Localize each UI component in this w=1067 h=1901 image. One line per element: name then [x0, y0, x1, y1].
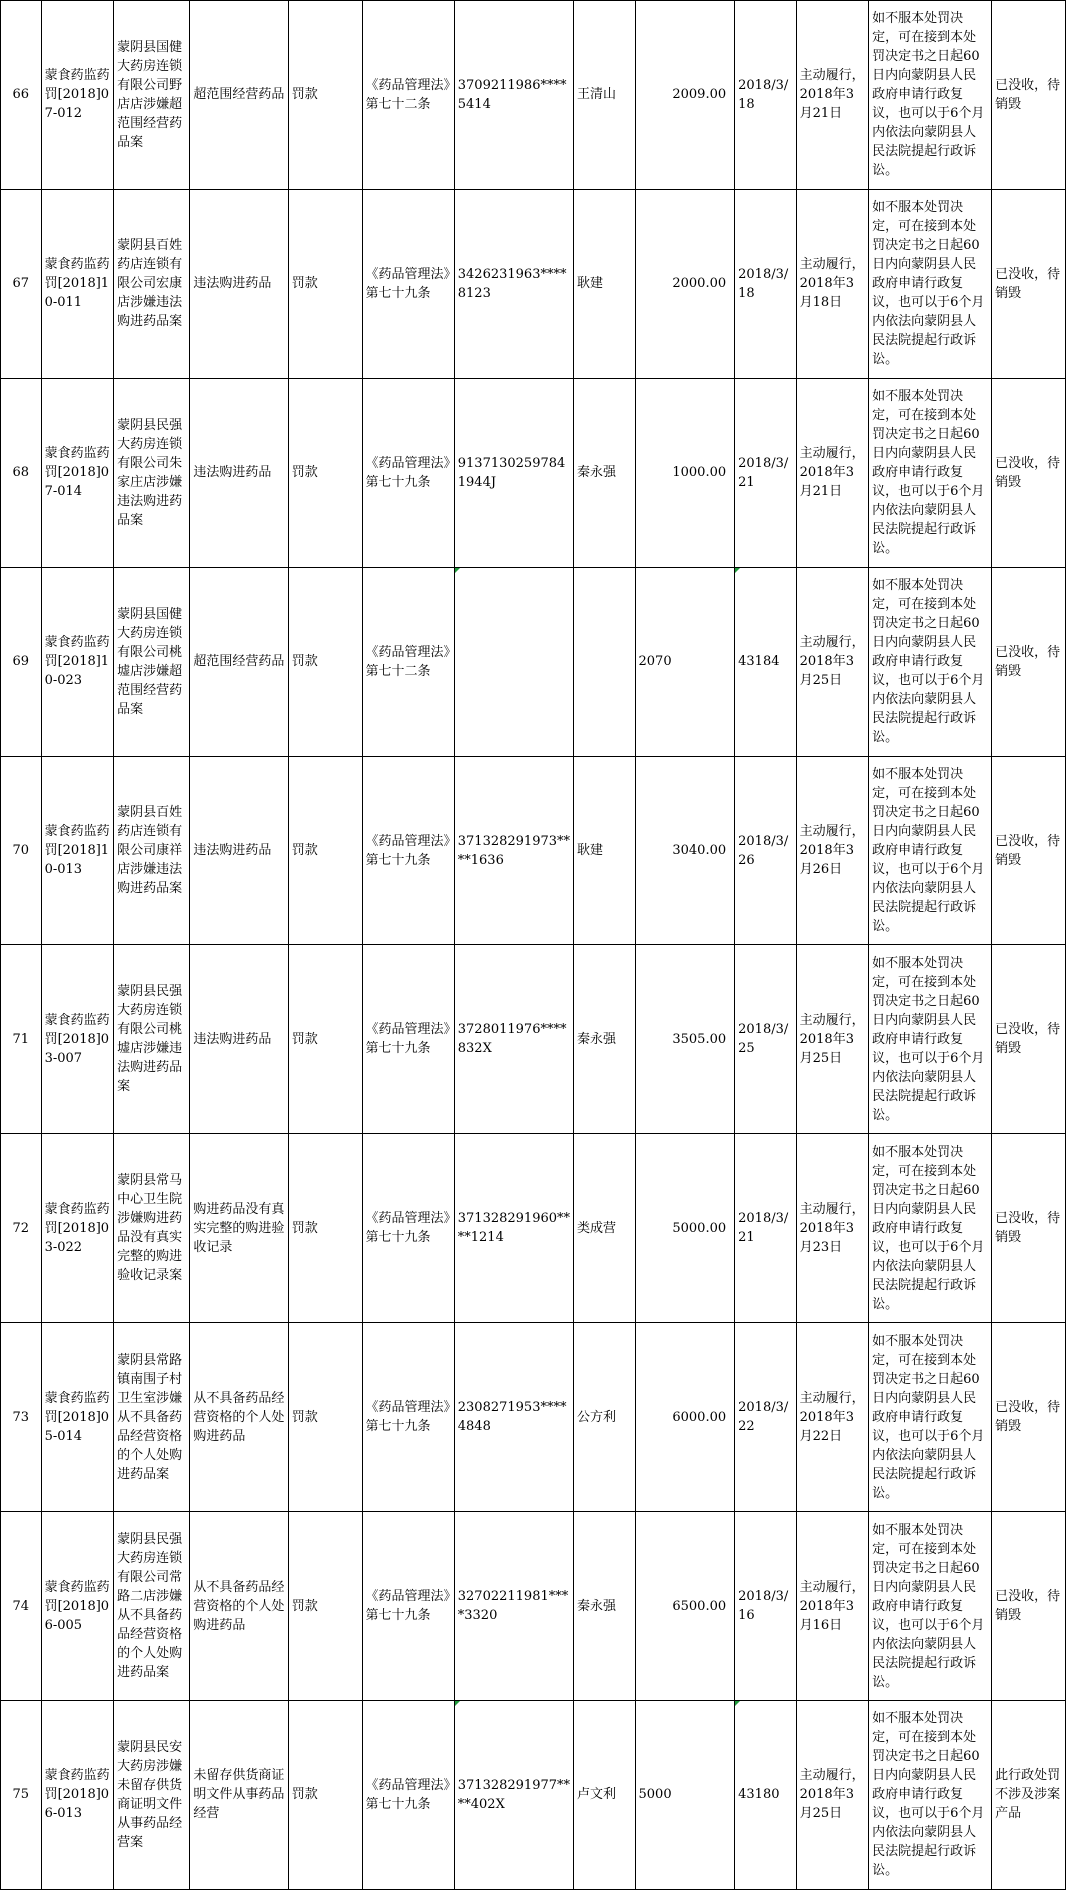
- performance-status: 主动履行，2018年3月25日: [796, 945, 869, 1134]
- row-number: 74: [1, 1512, 42, 1701]
- violation: 违法购进药品: [190, 756, 288, 945]
- case-name: 蒙阴县民安大药房涉嫌未留存供货商证明文件从事药品经营案: [114, 1701, 190, 1890]
- case-name: 蒙阴县常马中心卫生院涉嫌购进药品没有真实完整的购进验收记录案: [114, 1134, 190, 1323]
- violation: 违法购进药品: [190, 378, 288, 567]
- table-row: [1, 1323, 1066, 1512]
- id-number: 371328291973****1636: [454, 756, 573, 945]
- case-number: 蒙食药监药罚[2018]10-013: [41, 756, 114, 945]
- performance-status: 主动履行，2018年3月16日: [796, 1512, 869, 1701]
- table-row: [1, 378, 1066, 567]
- case-name: 蒙阴县民强大药房连锁有限公司桃墟店涉嫌违法购进药品案: [114, 945, 190, 1134]
- penalty-type: 罚款: [288, 945, 362, 1134]
- decision-date: 2018/3/26: [735, 756, 796, 945]
- case-number: 蒙食药监药罚[2018]03-022: [41, 1134, 114, 1323]
- decision-date: 2018/3/22: [735, 1323, 796, 1512]
- violation: 超范围经营药品: [190, 1, 288, 190]
- case-name: 蒙阴县民强大药房连锁有限公司朱家庄店涉嫌违法购进药品案: [114, 378, 190, 567]
- decision-date: 43184: [735, 567, 796, 756]
- performance-status: 主动履行，2018年3月18日: [796, 189, 869, 378]
- legal-person: 秦永强: [574, 1512, 635, 1701]
- case-name: 蒙阴县百姓药店连锁有限公司康祥店涉嫌违法购进药品案: [114, 756, 190, 945]
- penalty-type: 罚款: [288, 756, 362, 945]
- decision-date: 2018/3/25: [735, 945, 796, 1134]
- performance-status: 主动履行，2018年3月25日: [796, 1701, 869, 1890]
- remark: 已没收，待销毁: [992, 189, 1066, 378]
- remedy-notice: 如不服本处罚决定，可在接到本处罚决定书之日起60日内向蒙阴县人民政府申请行政复议，也可以于6个月内依法向蒙阴县人民法院提起行政诉讼。: [869, 1, 992, 190]
- fine-amount: 3505.00: [635, 945, 735, 1134]
- violation: 购进药品没有真实完整的购进验收记录: [190, 1134, 288, 1323]
- row-number: 66: [1, 1, 42, 190]
- legal-basis: 《药品管理法》第七十九条: [362, 1134, 454, 1323]
- case-name: 蒙阴县百姓药店连锁有限公司宏康店涉嫌违法购进药品案: [114, 189, 190, 378]
- performance-status: 主动履行，2018年3月26日: [796, 756, 869, 945]
- performance-status: 主动履行，2018年3月23日: [796, 1134, 869, 1323]
- legal-basis: 《药品管理法》第七十九条: [362, 1701, 454, 1890]
- remedy-notice: 如不服本处罚决定，可在接到本处罚决定书之日起60日内向蒙阴县人民政府申请行政复议，也可以于6个月内依法向蒙阴县人民法院提起行政诉讼。: [869, 1323, 992, 1512]
- remedy-notice: 如不服本处罚决定，可在接到本处罚决定书之日起60日内向蒙阴县人民政府申请行政复议，也可以于6个月内依法向蒙阴县人民法院提起行政诉讼。: [869, 756, 992, 945]
- remark: 此行政处罚不涉及涉案产品: [992, 1701, 1066, 1890]
- performance-status: 主动履行，2018年3月22日: [796, 1323, 869, 1512]
- legal-person: 卢文利: [574, 1701, 635, 1890]
- table-row: [1, 1512, 1066, 1701]
- legal-person: 秦永强: [574, 945, 635, 1134]
- legal-basis: 《药品管理法》第七十九条: [362, 945, 454, 1134]
- table-row: [1, 1701, 1066, 1890]
- id-number: 371328291977****402X: [454, 1701, 573, 1890]
- table-row: [1, 1134, 1066, 1323]
- legal-person: 秦永强: [574, 378, 635, 567]
- table-row: [1, 567, 1066, 756]
- table-row: [1, 1, 1066, 190]
- table-row: [1, 945, 1066, 1134]
- legal-person: 类成营: [574, 1134, 635, 1323]
- remedy-notice: 如不服本处罚决定，可在接到本处罚决定书之日起60日内向蒙阴县人民政府申请行政复议，也可以于6个月内依法向蒙阴县人民法院提起行政诉讼。: [869, 567, 992, 756]
- legal-basis: 《药品管理法》第七十九条: [362, 756, 454, 945]
- table-row: [1, 189, 1066, 378]
- performance-status: 主动履行，2018年3月21日: [796, 1, 869, 190]
- decision-date: 2018/3/18: [735, 189, 796, 378]
- case-number: 蒙食药监药罚[2018]07-012: [41, 1, 114, 190]
- legal-person: [574, 567, 635, 756]
- fine-amount: 5000: [635, 1701, 735, 1890]
- table-body: [1, 1, 1066, 1890]
- decision-date: 2018/3/18: [735, 1, 796, 190]
- violation: 超范围经营药品: [190, 567, 288, 756]
- row-number: 70: [1, 756, 42, 945]
- fine-amount: 2070: [635, 567, 735, 756]
- id-number: 2308271953****4848: [454, 1323, 573, 1512]
- penalty-type: 罚款: [288, 1323, 362, 1512]
- row-number: 69: [1, 567, 42, 756]
- violation: 违法购进药品: [190, 945, 288, 1134]
- legal-basis: 《药品管理法》第七十九条: [362, 378, 454, 567]
- violation: 违法购进药品: [190, 189, 288, 378]
- remark: 已没收，待销毁: [992, 1323, 1066, 1512]
- id-number: 3728011976****832X: [454, 945, 573, 1134]
- violation: 从不具备药品经营资格的个人处购进药品: [190, 1512, 288, 1701]
- fine-amount: 2009.00: [635, 1, 735, 190]
- remedy-notice: 如不服本处罚决定，可在接到本处罚决定书之日起60日内向蒙阴县人民政府申请行政复议，也可以于6个月内依法向蒙阴县人民法院提起行政诉讼。: [869, 378, 992, 567]
- fine-amount: 1000.00: [635, 378, 735, 567]
- penalty-type: 罚款: [288, 378, 362, 567]
- legal-person: 耿建: [574, 756, 635, 945]
- case-number: 蒙食药监药罚[2018]03-007: [41, 945, 114, 1134]
- remedy-notice: 如不服本处罚决定，可在接到本处罚决定书之日起60日内向蒙阴县人民政府申请行政复议，也可以于6个月内依法向蒙阴县人民法院提起行政诉讼。: [869, 1512, 992, 1701]
- remedy-notice: 如不服本处罚决定，可在接到本处罚决定书之日起60日内向蒙阴县人民政府申请行政复议，也可以于6个月内依法向蒙阴县人民法院提起行政诉讼。: [869, 1701, 992, 1890]
- legal-basis: 《药品管理法》第七十二条: [362, 567, 454, 756]
- fine-amount: 3040.00: [635, 756, 735, 945]
- legal-basis: 《药品管理法》第七十九条: [362, 189, 454, 378]
- penalty-type: 罚款: [288, 1512, 362, 1701]
- id-number: 91371302597841944J: [454, 378, 573, 567]
- remark: 已没收，待销毁: [992, 378, 1066, 567]
- row-number: 68: [1, 378, 42, 567]
- remark: 已没收，待销毁: [992, 567, 1066, 756]
- performance-status: 主动履行，2018年3月25日: [796, 567, 869, 756]
- case-number: 蒙食药监药罚[2018]06-013: [41, 1701, 114, 1890]
- id-number: 3709211986****5414: [454, 1, 573, 190]
- legal-basis: 《药品管理法》第七十九条: [362, 1512, 454, 1701]
- case-name: 蒙阴县常路镇南围子村卫生室涉嫌从不具备药品经营资格的个人处购进药品案: [114, 1323, 190, 1512]
- remark: 已没收，待销毁: [992, 1512, 1066, 1701]
- fine-amount: 2000.00: [635, 189, 735, 378]
- legal-person: 公方利: [574, 1323, 635, 1512]
- legal-person: 王清山: [574, 1, 635, 190]
- penalty-type: 罚款: [288, 1, 362, 190]
- case-name: 蒙阴县民强大药房连锁有限公司常路二店涉嫌从不具备药品经营资格的个人处购进药品案: [114, 1512, 190, 1701]
- case-number: 蒙食药监药罚[2018]06-005: [41, 1512, 114, 1701]
- id-number: 3426231963****8123: [454, 189, 573, 378]
- decision-date: 2018/3/21: [735, 378, 796, 567]
- id-number: 32702211981****3320: [454, 1512, 573, 1701]
- performance-status: 主动履行，2018年3月21日: [796, 378, 869, 567]
- legal-basis: 《药品管理法》第七十二条: [362, 1, 454, 190]
- penalty-type: 罚款: [288, 189, 362, 378]
- case-number: 蒙食药监药罚[2018]10-011: [41, 189, 114, 378]
- table-row: [1, 756, 1066, 945]
- id-number: [454, 567, 573, 756]
- remark: 已没收，待销毁: [992, 1134, 1066, 1323]
- remark: 已没收，待销毁: [992, 1, 1066, 190]
- penalty-type: 罚款: [288, 567, 362, 756]
- legal-basis: 《药品管理法》第七十九条: [362, 1323, 454, 1512]
- row-number: 72: [1, 1134, 42, 1323]
- decision-date: 43180: [735, 1701, 796, 1890]
- row-number: 75: [1, 1701, 42, 1890]
- row-number: 73: [1, 1323, 42, 1512]
- case-number: 蒙食药监药罚[2018]10-023: [41, 567, 114, 756]
- fine-amount: 6500.00: [635, 1512, 735, 1701]
- case-number: 蒙食药监药罚[2018]07-014: [41, 378, 114, 567]
- violation: 从不具备药品经营资格的个人处购进药品: [190, 1323, 288, 1512]
- case-name: 蒙阴县国健大药房连锁有限公司桃墟店涉嫌超范围经营药品案: [114, 567, 190, 756]
- penalty-type: 罚款: [288, 1134, 362, 1323]
- case-number: 蒙食药监药罚[2018]05-014: [41, 1323, 114, 1512]
- row-number: 71: [1, 945, 42, 1134]
- remark: 已没收，待销毁: [992, 756, 1066, 945]
- case-name: 蒙阴县国健大药房连锁有限公司野店店涉嫌超范围经营药品案: [114, 1, 190, 190]
- fine-amount: 5000.00: [635, 1134, 735, 1323]
- penalty-type: 罚款: [288, 1701, 362, 1890]
- remark: 已没收，待销毁: [992, 945, 1066, 1134]
- remedy-notice: 如不服本处罚决定，可在接到本处罚决定书之日起60日内向蒙阴县人民政府申请行政复议，也可以于6个月内依法向蒙阴县人民法院提起行政诉讼。: [869, 945, 992, 1134]
- violation: 未留存供货商证明文件从事药品经营: [190, 1701, 288, 1890]
- row-number: 67: [1, 189, 42, 378]
- decision-date: 2018/3/21: [735, 1134, 796, 1323]
- fine-amount: 6000.00: [635, 1323, 735, 1512]
- decision-date: 2018/3/16: [735, 1512, 796, 1701]
- id-number: 371328291960****1214: [454, 1134, 573, 1323]
- remedy-notice: 如不服本处罚决定，可在接到本处罚决定书之日起60日内向蒙阴县人民政府申请行政复议，也可以于6个月内依法向蒙阴县人民法院提起行政诉讼。: [869, 1134, 992, 1323]
- legal-person: 耿建: [574, 189, 635, 378]
- remedy-notice: 如不服本处罚决定，可在接到本处罚决定书之日起60日内向蒙阴县人民政府申请行政复议，也可以于6个月内依法向蒙阴县人民法院提起行政诉讼。: [869, 189, 992, 378]
